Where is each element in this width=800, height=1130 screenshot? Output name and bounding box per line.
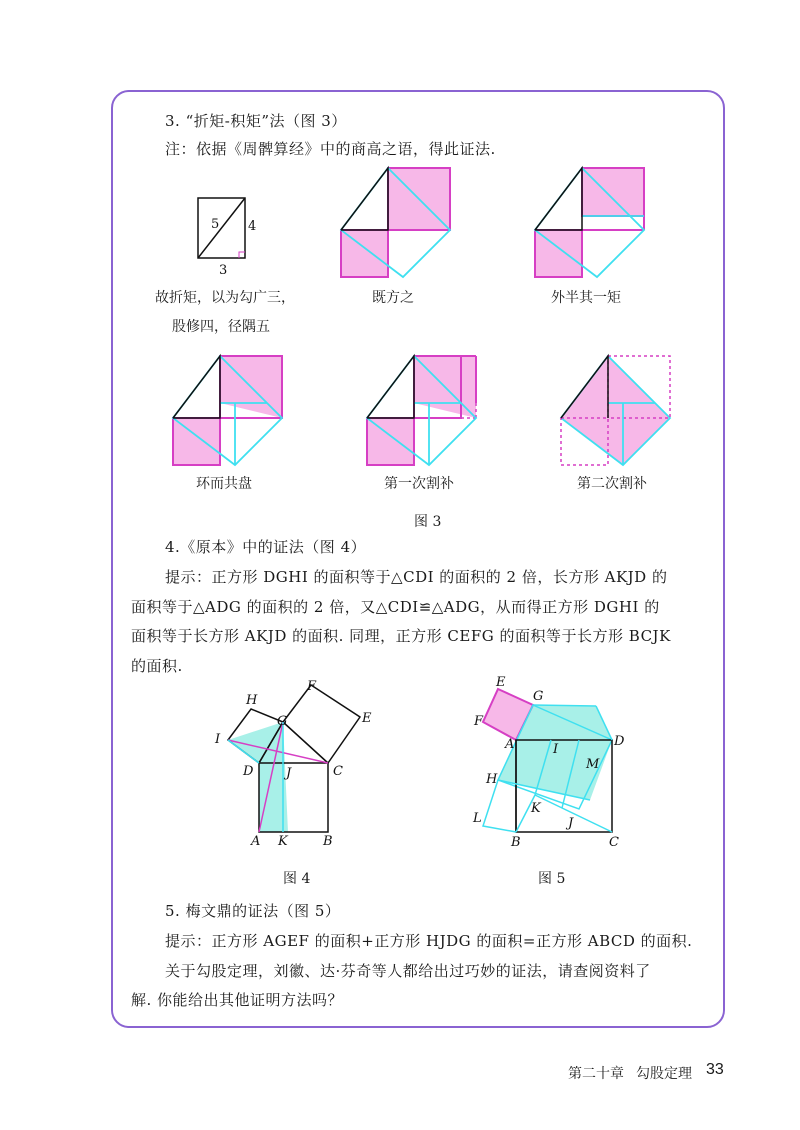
fig4-label-B: B <box>323 834 333 849</box>
fig5-label-G: G <box>533 689 544 704</box>
fig3-caption-d: 环而共盘 <box>196 476 252 492</box>
fig5-title: 图 5 <box>538 871 566 887</box>
fig4-label-D: D <box>243 764 254 779</box>
fig3-caption-b: 既方之 <box>372 290 414 306</box>
fig3-caption-a-line1: 故折矩，以为勾广三， <box>155 290 295 306</box>
fig4-label-I: I <box>215 732 221 747</box>
fig5-label-D: D <box>614 734 625 749</box>
section-5-para-line1: 关于勾股定理，刘徽、达·芬奇等人都给出过巧妙的证法，请查阅资料了 <box>165 962 651 980</box>
section-4-hint-line4: 的面积. <box>131 657 183 675</box>
fig5-label-F: F <box>474 714 484 729</box>
fig5-label-K: K <box>531 801 541 816</box>
fig5-label-A: A <box>505 737 515 752</box>
fig4-label-G: G <box>277 714 288 729</box>
fig4-label-J: J <box>286 766 292 781</box>
fig5-label-H: H <box>486 772 498 787</box>
page-number: 33 <box>706 1061 724 1078</box>
label-base-3: 3 <box>219 263 228 278</box>
section-4-hint-line2: 面积等于△ADG 的面积的 2 倍，又△CDI≌△ADG，从而得正方形 DGHI 的 <box>131 598 660 616</box>
section-5-hint: 提示：正方形 AGEF 的面积+正方形 HJDG 的面积=正方形 ABCD 的面积. <box>165 932 693 950</box>
fig5-label-C: C <box>609 835 619 850</box>
footer-chapter: 第二十章 <box>568 1066 624 1082</box>
fig4-label-H: H <box>246 693 258 708</box>
fig3-title: 图 3 <box>414 514 442 530</box>
fig3-caption-f: 第二次割补 <box>577 476 647 492</box>
section-3-heading: 3. “折矩-积矩”法（图 3） <box>165 112 347 130</box>
section-4-hint-line1: 提示：正方形 DGHI 的面积等于△CDI 的面积的 2 倍，长方形 AKJD 的 <box>165 568 668 586</box>
fig5-label-M: M <box>586 757 600 772</box>
section-4-hint-line3: 面积等于长方形 AKJD 的面积. 同理，正方形 CEFG 的面积等于长方形 BCJK <box>131 627 671 645</box>
section-5-para-line2: 解. 你能给出其他证明方法吗？ <box>131 991 344 1009</box>
label-hyp-5: 5 <box>211 217 220 232</box>
fig4-label-F: F <box>307 679 317 694</box>
section-3-note: 注：依据《周髀算经》中的商高之语，得此证法. <box>165 140 496 158</box>
fig3-caption-a-line2: 股修四，径隅五 <box>172 319 270 335</box>
fig5-label-I: I <box>553 742 559 757</box>
section-5-heading: 5. 梅文鼎的证法（图 5） <box>165 902 341 920</box>
fig3-caption-c: 外半其一矩 <box>551 290 621 306</box>
fig3-caption-e: 第一次割补 <box>384 476 454 492</box>
fig4-label-K: K <box>278 834 288 849</box>
section-4-heading: 4.《原本》中的证法（图 4） <box>165 538 367 556</box>
fig5-label-B: B <box>511 835 521 850</box>
fig4-label-C: C <box>333 764 343 779</box>
fig4-title: 图 4 <box>283 871 311 887</box>
footer-title: 勾股定理 <box>636 1066 692 1082</box>
fig4-label-E: E <box>362 711 372 726</box>
fig4-label-A: A <box>251 834 261 849</box>
fig5-label-J: J <box>568 816 574 831</box>
fig5-label-L: L <box>473 811 482 826</box>
label-side-4: 4 <box>248 219 257 234</box>
fig5-label-E: E <box>496 675 506 690</box>
